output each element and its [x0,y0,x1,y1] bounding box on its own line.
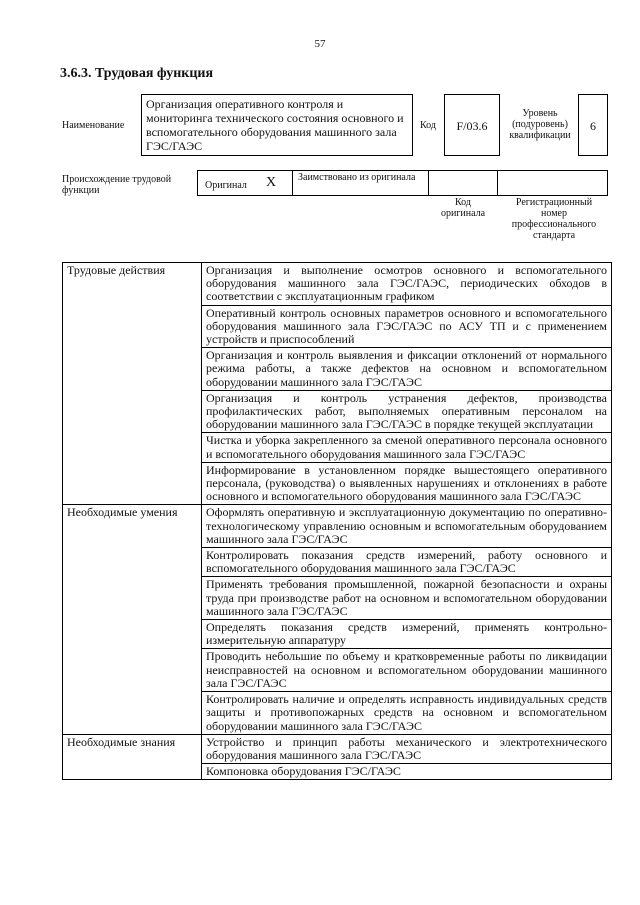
table-row [63,505,612,548]
item-cell: Чистка и уборка закрепленного за сменой оперативного персонала основного и вспомогательного оборудования машинного зала ГЭС/ГАЭС [202,433,612,462]
item-cell: Информирование в установленном порядке вышестоящего оперативного персонала, (руководства) о выявленных нарушениях и отклонениях в работе основного и вспомогательного оборудования машинного зала ГЭС/ГАЭС [202,462,612,505]
origin-divider-3 [497,170,498,196]
uroven-label: Уровень (подуровень) квалификации [509,108,571,141]
item-cell: Организация и контроль выявления и фиксации отклонений от нормального режима работы, а также дефектов на основном и вспомогательном оборудовании машинного зала ГЭС/ГАЭС [202,348,612,391]
kod-value: F/03.6 [444,94,500,156]
table-row [63,263,612,306]
naimenovanie-value: Организация оперативного контроля и мониторинга технического состояния основного и вспомогательного оборудования машинного зала ГЭС/ГАЭС [141,94,413,156]
item-cell: Контролировать наличие и определять исправность индивидуальных средств защиты и противопожарных средств на основном и вспомогательном оборудовании машинного зала ГЭС/ГАЭС [202,692,612,735]
item-cell: Организация и контроль устранения дефектов, производства профилактических работ, выполняемых оперативным персоналом на оборудовании машинного зала ГЭС/ГАЭС в порядке текущей эксплуатации [202,390,612,433]
category-cell: Трудовые действия [63,263,202,505]
item-cell: Проводить небольшие по объему и кратковременные работы по ликвидации неисправностей на основном и вспомогательном оборудовании машинного зала ГЭС/ГАЭС [202,649,612,692]
origin-divider-1 [292,170,293,196]
item-cell: Определять показания средств измерений, применять контрольно-измерительную аппаратуру [202,620,612,649]
section-title: 3.6.3. Трудовая функция [60,66,214,81]
item-cell: Организация и выполнение осмотров основного и вспомогательного оборудования машинного зала ГЭС/ГАЭС, периодических обходов в соответствии с эксплуатационным графиком [202,263,612,306]
item-cell: Оперативный контроль основных параметров основного и вспомогательного оборудования машинного зала ГЭС/ГАЭС по АСУ ТП и с применением устройств и приспособлений [202,305,612,348]
kod-originala-label: Код оригинала [440,197,486,219]
table-row [63,734,612,763]
origin-divider-2 [428,170,429,196]
item-cell: Устройство и принцип работы механического и электротехнического оборудования машинного зала ГЭС/ГАЭС [202,734,612,763]
page-number: 57 [314,38,326,50]
original-label: Оригинал [205,180,247,191]
uroven-value: 6 [578,94,608,156]
item-cell: Оформлять оперативную и эксплуатационную документацию по оперативно-технологическому управлению основным и вспомогательным оборудованием машинного зала ГЭС/ГАЭС [202,505,612,548]
origin-label: Происхождение трудовой функции [62,174,172,196]
borrowed-label: Заимствовано из оригинала [298,172,416,183]
category-cell: Необходимые умения [63,505,202,734]
item-cell: Компоновка оборудования ГЭС/ГАЭС [202,764,612,780]
kod-label: Код [420,120,436,131]
labor-function-table [62,262,612,780]
original-mark: X [266,175,277,190]
item-cell: Применять требования промышленной, пожарной безопасности и охраны труда при производстве работ на основном и вспомогательном оборудовании машинного зала ГЭС/ГАЭС [202,577,612,620]
naimenovanie-label: Наименование [62,120,125,131]
reg-nomer-label: Регистрационный номер профессионального стандарта [511,197,597,241]
item-cell: Контролировать показания средств измерений, работу основного и вспомогательного оборудования машинного зала ГЭС/ГАЭС [202,548,612,577]
category-cell: Необходимые знания [63,734,202,780]
